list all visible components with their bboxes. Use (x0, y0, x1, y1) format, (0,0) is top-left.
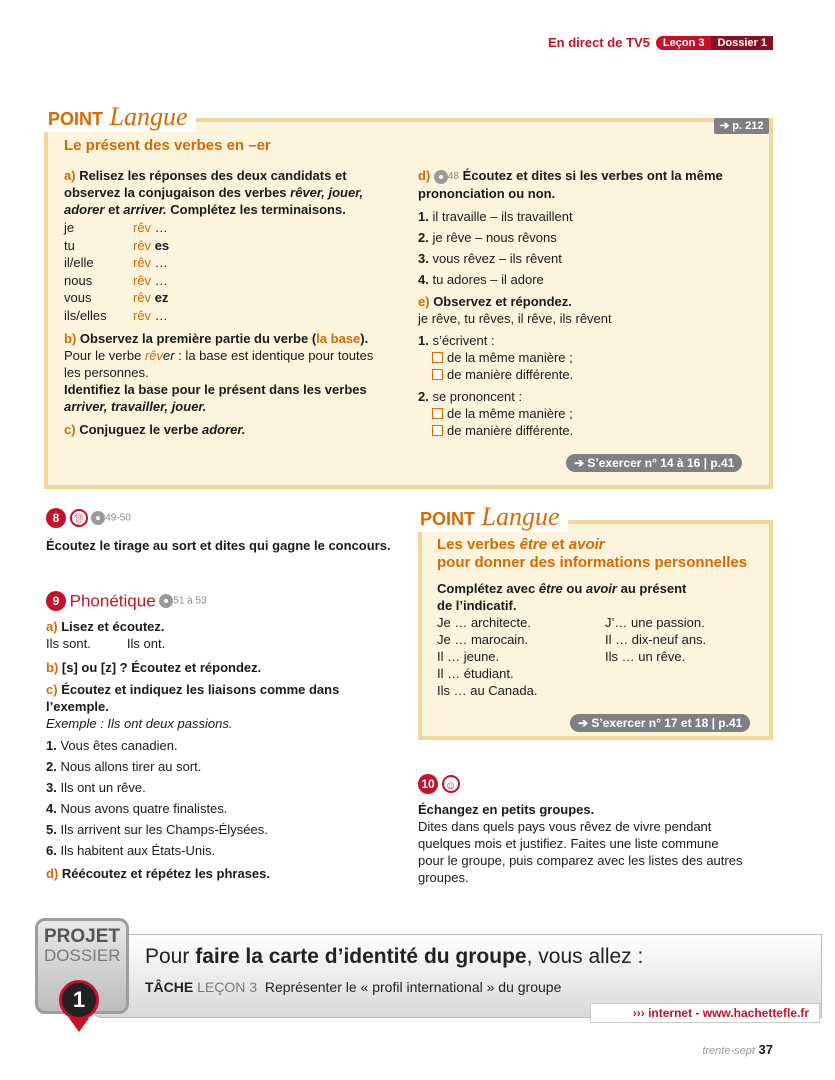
arrow-right-icon: ➔ (574, 456, 585, 470)
list-item: 5. Ils arrivent sur les Champs-Élysées. (46, 822, 268, 837)
projet-label: PROJET (44, 926, 121, 947)
checkbox[interactable] (432, 425, 443, 436)
list-item: 4. Nous avons quatre finalistes. (46, 801, 228, 816)
audio-cd-icon[interactable] (91, 511, 105, 525)
arrow-right-icon: ➔ (578, 716, 589, 730)
list-item: 4. tu adores – il adore (418, 272, 544, 288)
section-subtitle-1: Le présent des verbes en –er (64, 137, 271, 154)
pl1-right: d) 48 Écoutez et dites si les verbes ont la même prononciation ou non. 1. il travaille – ils travaillent 2. je rêve – nous rêvons 3. vous rêvez – ils rêvent 4. tu adores – il adore e) Observez et répondez. je rêve, tu rêves, il rêve, ils rêvent 1. s’écrivent : de la même manière ; de manière différente. 2. se prononcent : de la même manière ; de manière différente. (418, 167, 758, 439)
exercise-number: 10 (418, 774, 438, 794)
exercise-number: 8 (46, 508, 66, 528)
list-item: 6. Ils habitent aux États-Unis. (46, 843, 216, 858)
pl2-body: Complétez avec être ou avoir au présent de l’indicatif. Je … architecte. Je … marocain. Il … jeune. Il … étudiant. Ils … au Canada. J’… une passion. Il … dix-neuf ans. Ils … un rêve. (437, 581, 707, 698)
list-item: 3. vous rêvez – ils rêvent (418, 251, 562, 267)
exercise-link-1[interactable]: ➔ S’exercer n° 14 à 16 | p.41 (566, 454, 742, 472)
conj-row: vous rêv ez (64, 290, 169, 305)
checkbox[interactable] (432, 408, 443, 419)
ear-icon: 👂︎ (70, 509, 88, 527)
banner-task: TÂCHE LEÇON 3 Représenter le « profil international » du groupe (145, 979, 562, 995)
phonetique-title: Phonétique (69, 591, 156, 611)
header-title: En direct de TV5 (548, 35, 650, 50)
conj-row: ils/elles rêv … (64, 307, 168, 323)
exercise-9: 9 Phonétique 51 à 53 a) Lisez et écoutez. Ils sont. Ils ont. b) [s] ou [z] ? Écoutez et répondez. c) Écoutez et indiquez les liaisons comme dans l’exemple. Exemple : Ils ont deux passions. 1. Vous êtes canadien. 2. Nous allons tirer au sort. 3. Ils ont un rêve. 4. Nous avons quatre finalistes. 5. Ils arrivent sur les Champs-Élysées. 6. Ils habitent aux États-Unis. d) Réécoutez et répétez les phrases. (46, 591, 416, 882)
lecon-badge: Leçon 3 (656, 36, 712, 50)
exercise-number: 9 (46, 591, 66, 611)
dossier-number: 1 (59, 980, 99, 1020)
conj-row: nous rêv … (64, 272, 168, 288)
checkbox[interactable] (432, 369, 443, 380)
audio-cd-icon[interactable] (159, 594, 173, 608)
audio-cd-icon[interactable] (434, 170, 448, 184)
conjugation-table (64, 219, 169, 324)
chevrons-icon: ››› (632, 1006, 645, 1020)
grammar-ref[interactable]: ➔ p. 212 (714, 116, 769, 134)
list-item: 2. Nous allons tirer au sort. (46, 759, 202, 774)
exercise-link-2[interactable]: ➔ S’exercer n° 17 et 18 | p.41 (570, 714, 750, 732)
page-footer: trente-sept 37 (702, 1042, 773, 1057)
checkbox[interactable] (432, 352, 443, 363)
list-item: 1. Vous êtes canadien. (46, 738, 178, 753)
projet-banner (0, 918, 835, 1036)
conj-row: il/elle rêv … (64, 255, 168, 270)
dossier-label: DOSSIER (44, 946, 121, 965)
exercise-10: 10 ☺ Échangez en petits groupes. Dites dans quels pays vous rêvez de vivre pendant quelques mois et justifiez. Faites une liste commune pour le groupe, puis comparez avec les listes des autres groupes. (418, 774, 778, 886)
pl1-left: a) Relisez les réponses des deux candidats et observez la conjugaison des verbes rêver, jouer, adorer et arriver. Complétez les terminaisons. je rêv … tu rêv es il/elle rêv … nous rêv … vous rêv ez ils/elles rêv … b) Observez la première partie du verbe (la base). Pour le verbe rêver : la base est identique pour toutes les personnes. Identifiez la base pour le présent dans les verbes arriver, travailler, jouer. c) Conjuguez le verbe adorer. (64, 168, 374, 437)
conj-row: je rêv … (64, 220, 168, 235)
list-item: 3. Ils ont un rêve. (46, 780, 146, 795)
point-langue-title-1: POINT Langue (44, 102, 196, 132)
dossier-badge: Dossier 1 (711, 36, 773, 50)
arrow-right-icon: ➔ (720, 120, 730, 132)
exercise-8: 8 👂︎ 49-50 Écoutez le tirage au sort et dites qui gagne le concours. (46, 508, 416, 554)
point-langue-title-2: POINT Langue (416, 502, 568, 532)
list-item: 1. il travaille – ils travaillent (418, 209, 573, 225)
banner-title: Pour faire la carte d’identité du groupe, vous allez : (145, 945, 644, 968)
list-item: 2. je rêve – nous rêvons (418, 230, 557, 246)
speech-icon: ☺ (442, 775, 460, 793)
section-subtitle-2: Les verbes être et avoir pour donner des informations personnelles (437, 536, 748, 571)
conj-row: tu rêv es (64, 237, 170, 253)
page-header (548, 35, 773, 50)
internet-link[interactable]: ››› internet - www.hachettefle.fr (590, 1003, 820, 1023)
